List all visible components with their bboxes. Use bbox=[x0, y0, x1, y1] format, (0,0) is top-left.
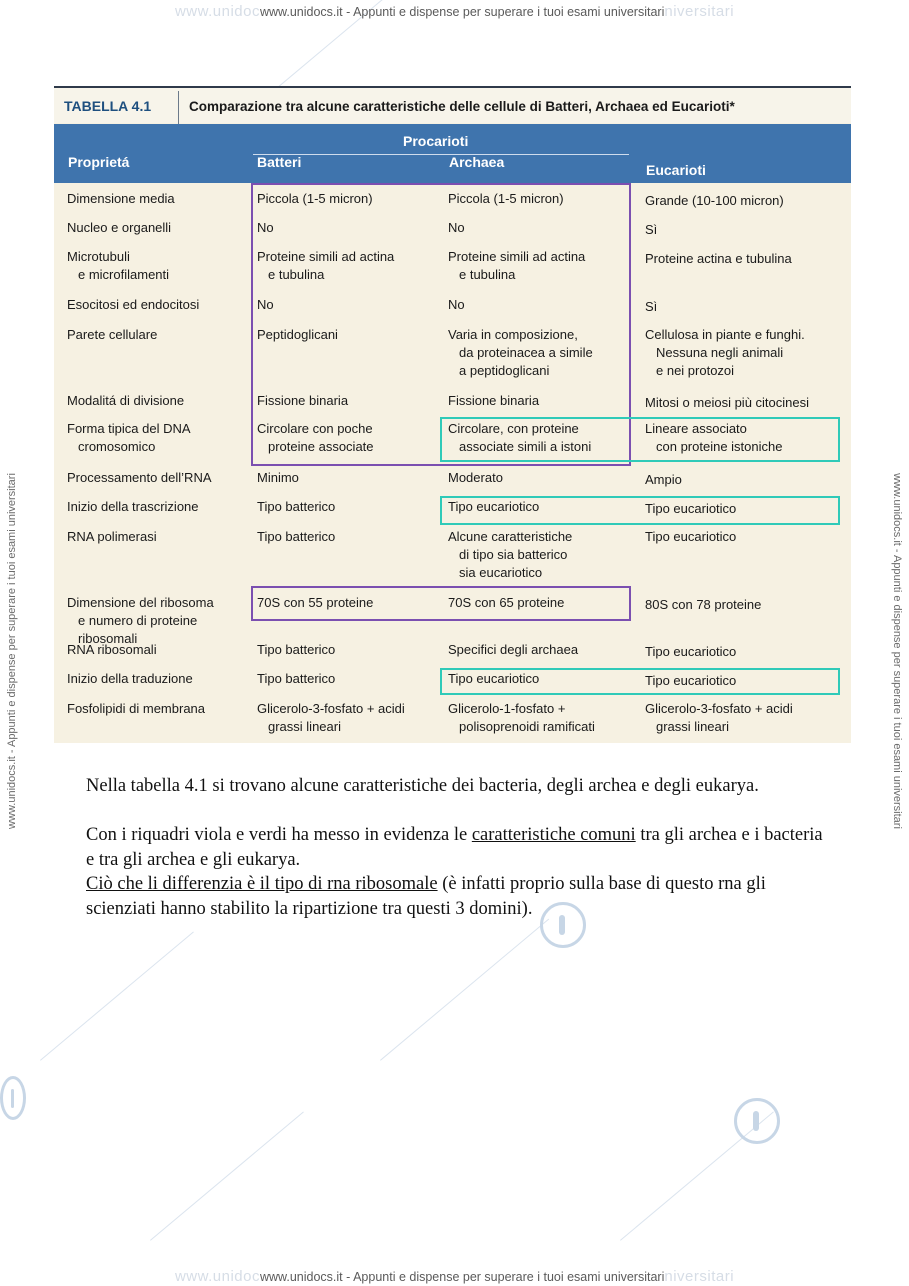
cell-line: Lineare associato bbox=[645, 421, 747, 436]
cell-eukarya bbox=[645, 700, 793, 736]
header-ghost-text: www.unidoc bbox=[174, 3, 260, 20]
green-box-translation bbox=[440, 668, 840, 695]
cell-line: Minimo bbox=[257, 470, 299, 485]
cell-line: Tipo eucariotico bbox=[448, 671, 540, 686]
cell-bacteria bbox=[257, 700, 405, 736]
cell-line: e numero di proteine bbox=[78, 613, 198, 628]
cell-line: associate simili a istoni bbox=[459, 439, 592, 454]
table-title: Comparazione tra alcune caratteristiche delle cellule di Batteri, Archaea ed Eucarioti* bbox=[189, 99, 735, 114]
violet-box-ribosome bbox=[251, 586, 631, 621]
cell-eukarya bbox=[645, 192, 784, 210]
cell-line: con proteine istoniche bbox=[656, 439, 783, 454]
cell-bacteria bbox=[257, 498, 335, 516]
table-figure bbox=[54, 86, 851, 743]
green-box-transcription bbox=[440, 496, 840, 525]
watermark-logo-icon bbox=[734, 1098, 780, 1144]
cell-line: da proteinacea a simile bbox=[459, 345, 593, 360]
header-rule bbox=[253, 154, 629, 155]
table-number: TABELLA 4.1 bbox=[64, 98, 152, 114]
page-footer bbox=[0, 1268, 909, 1285]
cell-line: 70S con 55 proteine bbox=[257, 595, 374, 610]
cell-line: Forma tipica del DNA bbox=[67, 421, 191, 436]
cell-line: Nessuna negli animali bbox=[656, 345, 784, 360]
cell-line: a peptidoglicani bbox=[459, 363, 550, 378]
cell-line: grassi lineari bbox=[656, 719, 729, 734]
watermark-line bbox=[380, 919, 549, 1061]
cell-line: polisoprenoidi ramificati bbox=[459, 719, 595, 734]
paragraph-2 bbox=[86, 823, 826, 872]
paragraph-3 bbox=[86, 872, 826, 921]
cell-line: Tipo eucariotico bbox=[645, 644, 737, 659]
cell-line: e nei protozoi bbox=[656, 363, 735, 378]
cell-line: Grande (10-100 micron) bbox=[645, 193, 784, 208]
paragraph-1: Nella tabella 4.1 si trovano alcune caratteristiche dei bacteria, degli archea e degli eukarya. bbox=[86, 776, 759, 796]
cell-line: Proteine simili ad actina bbox=[257, 249, 395, 264]
underlined-common-traits: caratteristiche comuni bbox=[471, 825, 636, 845]
header-text: www.unidocs.it - Appunti e dispense per superare i tuoi esami universitari bbox=[259, 5, 665, 19]
side-watermark-left: www.unidocs.it - Appunti e dispense per superare i tuoi esami universitari bbox=[6, 473, 18, 829]
cell-line: Proteine actina e tubulina bbox=[645, 251, 792, 266]
footer-text: www.unidocs.it - Appunti e dispense per superare i tuoi esami universitari bbox=[259, 1270, 665, 1284]
cell-property bbox=[67, 528, 157, 546]
cell-line: Proteine simili ad actina bbox=[448, 249, 586, 264]
cell-line: Peptidoglicani bbox=[257, 327, 338, 342]
paragraph-2-text-end: tra gli archea e i bacteria e tra gli archea e gli eukarya. bbox=[86, 825, 823, 870]
cell-line: e microfilamenti bbox=[78, 267, 170, 282]
cell-line: Sì bbox=[645, 299, 658, 314]
cell-line: Tipo eucariotico bbox=[645, 529, 737, 544]
title-separator bbox=[178, 91, 179, 125]
watermark-line bbox=[40, 931, 194, 1060]
header-batteri: Batteri bbox=[257, 154, 302, 170]
cell-property bbox=[67, 190, 175, 208]
cell-line: Specifici degli archaea bbox=[448, 642, 579, 657]
paragraph-2-text: Con i riquadri viola e verdi ha messo in evidenza le bbox=[86, 825, 472, 845]
cell-property bbox=[67, 248, 169, 284]
cell-eukarya bbox=[645, 528, 736, 546]
cell-line: di tipo sia batterico bbox=[459, 547, 568, 562]
cell-line: ribosomali bbox=[78, 631, 138, 646]
cell-line: 80S con 78 proteine bbox=[645, 597, 762, 612]
cell-archaea bbox=[448, 700, 595, 736]
cell-line: Fosfolipidi di membrana bbox=[67, 701, 206, 716]
cell-archaea bbox=[448, 528, 572, 582]
cell-line: Glicerolo-3-fosfato + acidi bbox=[257, 701, 405, 716]
cell-line: Tipo eucariotico bbox=[448, 499, 540, 514]
cell-line: Mitosi o meiosi più citocinesi bbox=[645, 395, 810, 410]
cell-eukarya bbox=[645, 221, 657, 239]
cell-line: 70S con 65 proteine bbox=[448, 595, 565, 610]
cell-line: No bbox=[257, 220, 274, 235]
cell-line: No bbox=[448, 220, 465, 235]
cell-line: Parete cellulare bbox=[67, 327, 158, 342]
cell-property bbox=[67, 641, 157, 659]
cell-line: Ampio bbox=[645, 472, 682, 487]
cell-property bbox=[67, 219, 171, 237]
cell-property bbox=[67, 296, 199, 314]
cell-line: Nucleo e organelli bbox=[67, 220, 172, 235]
cell-eukarya bbox=[645, 298, 657, 316]
cell-line: Inizio della traduzione bbox=[67, 671, 193, 686]
cell-line: Tipo batterico bbox=[257, 671, 336, 686]
green-box-dna bbox=[440, 417, 840, 462]
page-header bbox=[0, 3, 909, 20]
cell-line: Dimensione media bbox=[67, 191, 175, 206]
cell-line: Tipo eucariotico bbox=[645, 501, 737, 516]
header-archaea: Archaea bbox=[449, 154, 505, 170]
cell-eukarya bbox=[645, 250, 792, 268]
cell-property bbox=[67, 469, 212, 487]
footer-ghost-text: niversitari bbox=[664, 1268, 735, 1285]
cell-line: No bbox=[448, 297, 465, 312]
cell-line: Tipo batterico bbox=[257, 642, 336, 657]
cell-line: Sì bbox=[645, 222, 658, 237]
cell-eukarya bbox=[645, 643, 736, 661]
cell-line: Dimensione del ribosoma bbox=[67, 595, 214, 610]
cell-line: Modalitá di divisione bbox=[67, 393, 185, 408]
cell-line: Alcune caratteristiche bbox=[448, 529, 573, 544]
cell-archaea bbox=[448, 469, 503, 487]
cell-bacteria bbox=[257, 641, 335, 659]
cell-line: proteine associate bbox=[268, 439, 374, 454]
cell-line: Microtubuli bbox=[67, 249, 130, 264]
cell-line: e tubulina bbox=[459, 267, 516, 282]
cell-line: cromosomico bbox=[78, 439, 156, 454]
cell-line: Inizio della trascrizione bbox=[67, 499, 199, 514]
cell-property bbox=[67, 420, 191, 456]
cell-line: Piccola (1-5 micron) bbox=[448, 191, 564, 206]
cell-property bbox=[67, 392, 184, 410]
cell-line: e tubulina bbox=[268, 267, 325, 282]
cell-line: Tipo batterico bbox=[257, 529, 336, 544]
underlined-difference: Ciò che li differenzia è il tipo di rna ribosomale bbox=[86, 874, 438, 894]
table-title-bar bbox=[54, 86, 851, 123]
cell-archaea bbox=[448, 641, 578, 659]
cell-line: Glicerolo-3-fosfato + acidi bbox=[645, 701, 793, 716]
cell-line: Tipo eucariotico bbox=[645, 673, 737, 688]
cell-property bbox=[67, 670, 193, 688]
header-ghost-text: niversitari bbox=[664, 3, 735, 20]
cell-line: Esocitosi ed endocitosi bbox=[67, 297, 200, 312]
cell-bacteria bbox=[257, 528, 335, 546]
cell-line: No bbox=[257, 297, 274, 312]
cell-line: RNA polimerasi bbox=[67, 529, 157, 544]
cell-property bbox=[67, 326, 157, 344]
cell-eukarya bbox=[645, 326, 805, 380]
paragraph-3-text: (è infatti proprio sulla base di questo rna gli scienziati hanno stabilito la ripartizione tra questi 3 domini). bbox=[86, 874, 766, 919]
header-eucarioti: Eucarioti bbox=[646, 162, 706, 178]
cell-property bbox=[67, 700, 205, 718]
cell-line: Cellulosa in piante e funghi. bbox=[645, 327, 805, 342]
watermark-line bbox=[150, 1111, 304, 1240]
header-procarioti: Procarioti bbox=[403, 133, 469, 149]
cell-line: Piccola (1-5 micron) bbox=[257, 191, 373, 206]
cell-line: grassi lineari bbox=[268, 719, 341, 734]
header-proprieta: Proprietá bbox=[68, 154, 130, 170]
cell-line: Varia in composizione, bbox=[448, 327, 578, 342]
cell-eukarya bbox=[645, 471, 682, 489]
cell-property bbox=[67, 594, 214, 648]
cell-line: Processamento dell’RNA bbox=[67, 470, 212, 485]
cell-line: Tipo batterico bbox=[257, 499, 336, 514]
cell-line: Glicerolo-1-fosfato + bbox=[448, 701, 566, 716]
cell-line: Fissione binaria bbox=[448, 393, 540, 408]
cell-bacteria bbox=[257, 469, 299, 487]
side-watermark-right: www.unidocs.it - Appunti e dispense per superare i tuoi esami universitari bbox=[891, 473, 903, 829]
cell-line: RNA ribosomali bbox=[67, 642, 157, 657]
cell-bacteria bbox=[257, 670, 335, 688]
cell-line: Fissione binaria bbox=[257, 393, 349, 408]
cell-property bbox=[67, 498, 199, 516]
cell-line: Circolare, con proteine bbox=[448, 421, 579, 436]
cell-eukarya bbox=[645, 596, 761, 614]
cell-line: Circolare con poche bbox=[257, 421, 373, 436]
cell-line: Moderato bbox=[448, 470, 503, 485]
cell-eukarya bbox=[645, 394, 809, 412]
footer-ghost-text: www.unidoc bbox=[174, 1268, 260, 1285]
cell-line: sia eucariotico bbox=[459, 565, 543, 580]
